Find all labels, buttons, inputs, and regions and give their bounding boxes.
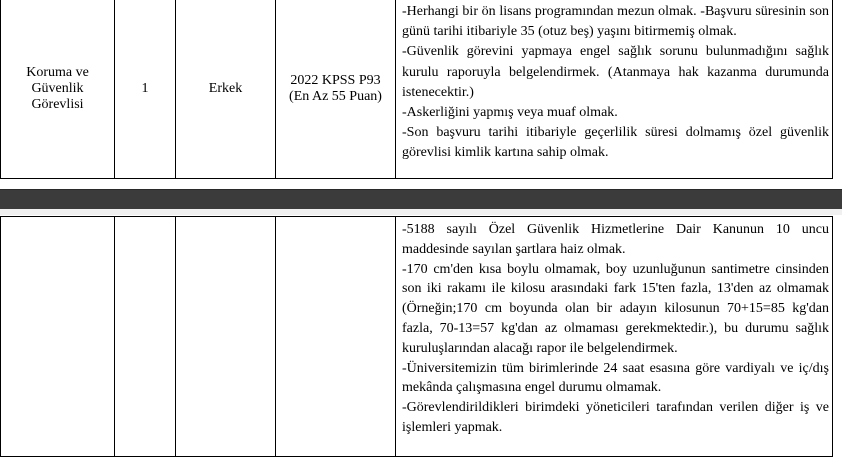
gender-cell: [176, 0, 276, 179]
position-table-top: [0, 0, 833, 179]
position-title-cell: [1, 0, 115, 179]
kpss-cell: [276, 217, 396, 457]
gender-cell: [176, 217, 276, 457]
requirement-item: -Son başvuru tarihi itibariyle geçerlilik süresi dolmamış özel güvenlik görevlisi kimlik kartına sahip olmak.: [402, 125, 829, 161]
requirement-item: -Üniversitemizin tüm birimlerinde 24 saat esasına göre vardiyalı ve iç/dış mekânda çalışmasına engel durumu olmamak.: [402, 360, 829, 396]
requirement-item: -170 cm'den kısa boylu olmamak, boy uzunluğunun santimetre cinsinden son iki rakamı ile kilosu arasındaki fark 15'ten fazla, 13'den az olmamak (Örneğin;170 cm boyunda olan bir adayın kilosunun 70+15=85 kg'dan fazla, 70-13=57 kg'dan az olmaması gerekmektedir.), bu durumu sağlık kuruluşlarından alacağı rapor ile belgelendirmek.: [402, 261, 829, 356]
position-count: 1: [141, 80, 149, 96]
count-cell: [115, 0, 176, 179]
table-row: [1, 217, 833, 457]
requirement-item: -Herhangi bir ön lisans programından mezun olmak. -Başvuru süresinin son günü tarihi itibariyle 35 (otuz beş) yaşını bitirmemiş olmak.: [402, 4, 829, 40]
gender: Erkek: [208, 80, 243, 96]
page-break-divider: [0, 189, 842, 210]
requirement-item: -Askerliğini yapmış veya muaf olmak.: [402, 105, 618, 121]
position-title-cell: [1, 217, 115, 457]
requirement-item: -Görevlendirildikleri birimdeki yöneticileri tarafından verilen diğer iş ve işlemleri yapmak.: [402, 400, 829, 435]
kpss-cell: [276, 0, 396, 179]
kpss-type: 2022 KPSS P93: [290, 72, 381, 88]
kpss-min-score: (En Az 55 Puan): [289, 88, 382, 104]
position-title: Koruma ve Güvenlik Görevlisi: [26, 64, 89, 112]
table-row: [1, 0, 833, 179]
requirement-item: -Güvenlik görevini yapmaya engel sağlık sorunu bulunmadığını sağlık kurulu raporuyla belgelendirmek. (Atanmaya hak kazanma durumunda istenecektir.): [402, 44, 829, 100]
position-table-continued: [0, 216, 833, 457]
requirement-item: -5188 sayılı Özel Güvenlik Hizmetlerine Dair Kanunun 10 uncu maddesinde sayılan şartlara haiz olmak.: [402, 222, 829, 257]
page-break-shadow: [0, 209, 842, 215]
requirements-cell: [396, 217, 833, 457]
requirements-cell: [396, 0, 833, 179]
count-cell: [115, 217, 176, 457]
